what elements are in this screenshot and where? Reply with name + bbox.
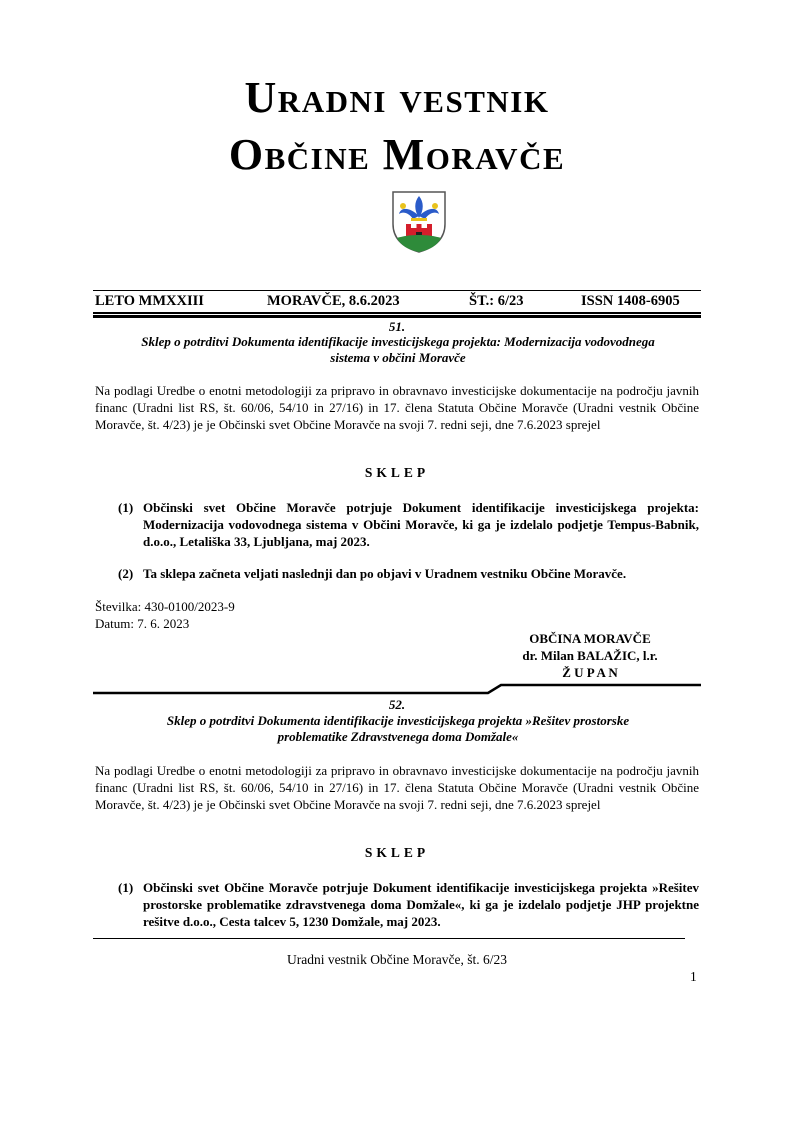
issue-place-date: MORAVČE, 8.6.2023 xyxy=(267,293,400,309)
act-51-preamble: Na podlagi Uredbe o enotni metodologiji za pripravo in obravnavo investicijske dokumentacije na področju javnih financ (Uradni list RS, št. 60/06, 54/10 in 27/16) in 17. člena Statuta Občine Moravče (Uradni vestnik Občine Moravče, št. 4/23) je je Občinski svet Občine Moravče na svoji 7. redni seji, dne 7.6.2023 sprejel xyxy=(95,383,699,432)
act-51-reference-number: Številka: 430-0100/2023-9 xyxy=(95,599,235,614)
header-rule-thick xyxy=(93,315,701,318)
footer-rule xyxy=(93,938,685,939)
issue-issn: ISSN 1408-6905 xyxy=(581,293,680,309)
signature-name: dr. Milan BALAŽIC, l.r. xyxy=(522,648,658,663)
coat-of-arms-logo xyxy=(389,188,449,254)
gazette-title-line1: Uradni vestnik xyxy=(244,73,550,122)
page-number: 1 xyxy=(690,969,697,984)
item-text: Občinski svet Občine Moravče potrjuje Dokument identifikacije investicijskega projekta: Modernizacija vodovodnega sistema v Občini Moravče, ki ga je izdelalo podjetje Tempus-Babnik, d.o.o., Letališka 33, Ljubljana, maj 2023. xyxy=(143,500,699,549)
act-51-title-line1: Sklep o potrditvi Dokumenta identifikacije investicijskega projekta: Modernizacija vodovodnega xyxy=(141,334,655,349)
item-text: Občinski svet Občine Moravče potrjuje Dokument identifikacije investicijskega projekta »Rešitev prostorske problematike zdravstvenega doma Domžale«, ki ga je izdelalo podjetje JHP projektne rešitve d.o.o., Cesta talcev 5, 1230 Domžale, maj 2023. xyxy=(143,880,699,929)
act-52-title-line1: Sklep o potrditvi Dokumenta identifikacije investicijskega projekta »Rešitev prostorske xyxy=(166,713,630,728)
issue-number: ŠT.: 6/23 xyxy=(469,293,524,309)
gazette-title-line2: Občine Moravče xyxy=(228,130,566,179)
act-52-title-line2: problematike Zdravstvenega doma Domžale« xyxy=(277,729,519,744)
header-rule-bottom xyxy=(93,312,701,314)
act-52-number: 52. xyxy=(388,697,406,712)
act-51-date: Datum: 7. 6. 2023 xyxy=(95,616,190,631)
item-number: (1) xyxy=(118,500,134,515)
act-52-preamble: Na podlagi Uredbe o enotni metodologiji za pripravo in obravnavo investicijske dokumentacije na področju javnih financ (Uradni list RS, št. 60/06, 54/10 in 27/16) in 17. člena Statuta Občine Moravče (Uradni vestnik Občine Moravče, št. 4/23) je je Občinski svet Občine Moravče na svoji 7. redni seji, dne 7.6.2023 sprejel xyxy=(95,763,699,812)
signature-title: Ž U P A N xyxy=(562,665,618,680)
act-51-title-line2: sistema v občini Moravče xyxy=(330,350,466,365)
issue-info-bar xyxy=(95,293,701,313)
header-rule-top xyxy=(93,290,701,291)
act-52-heading: SKLEP xyxy=(364,845,430,860)
item-text: Ta sklepa začneta veljati naslednji dan po objavi v Uradnem vestniku Občine Moravče. xyxy=(143,566,627,581)
item-number: (1) xyxy=(118,880,134,895)
item-number: (2) xyxy=(118,566,134,581)
act-separator xyxy=(93,683,703,695)
act-51-number: 51. xyxy=(388,319,406,334)
footer-publication: Uradni vestnik Občine Moravče, št. 6/23 xyxy=(286,952,508,967)
act-51-heading: SKLEP xyxy=(364,465,430,480)
issue-year: LETO MMXXIII xyxy=(95,293,204,309)
signature-municipality: OBČINA MORAVČE xyxy=(529,631,651,646)
